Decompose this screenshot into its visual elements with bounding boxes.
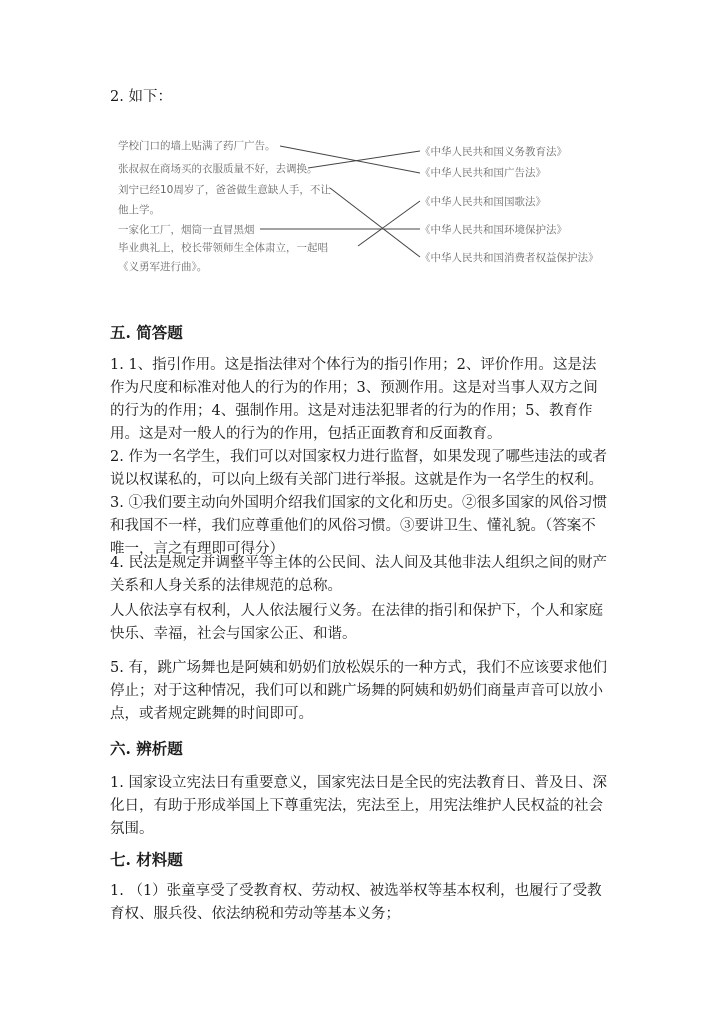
section-5-title: 五. 简答题 [110, 323, 183, 342]
section-5-answer-4-extra: 人人依法享有权利，人人依法履行义务。在法律的指引和保护下，个人和家庭快乐、幸福，社会与国家公正、和谐。 [110, 603, 603, 642]
left-item-3-cont: 他上学。 [118, 204, 160, 216]
section-6-answer-1: 1. 国家设立宪法日有重要意义，国家宪法日是全民的宪法教育日、普及日、深化日，有助于形成举国上下尊重宪法，宪法至上，用宪法维护人民权益的社会氛围。 [110, 775, 607, 837]
section-7-title: 七. 材料题 [110, 850, 183, 869]
match-line-3 [330, 188, 420, 257]
matching-diagram [110, 130, 620, 280]
left-item-3: 刘宁已经10周岁了，爸爸做生意缺人手，不让 [118, 184, 331, 196]
question-2-label: 2. 如下： [110, 89, 172, 105]
section-7-answer-1: 1. （1）张童享受了受教育权、劳动权、被选举权等基本权利，也履行了受教育权、服兵役、依法纳税和劳动等基本义务； [110, 883, 602, 922]
section-5-answer-3: 3. ①我们要主动向外国明介绍我们国家的文化和历史。②很多国家的风俗习惯和我国不一样，我们应尊重他们的风俗习惯。③要讲卫生、懂礼貌。（答案不唯一，言之有理即可得分） [110, 495, 607, 557]
right-item-5: 《中华人民共和国消费者权益保护法》 [420, 252, 599, 264]
section-5-answer-1: 1. 1、指引作用。这是指法律对个体行为的指引作用；2、评价作用。这是法作为尺度和标准对他人的行为的作用；3、预测作用。这是对当事人双方之间的行为的作用；4、强制作用。这是对违法犯罪者的行为的作用；5、教育作用。这是对一般人的行为的作用，包括正面教育和反面教育。 [110, 357, 598, 442]
left-item-4: 一家化工厂，烟筒一直冒黑烟 [118, 224, 255, 236]
right-item-3: 《中华人民共和国国歌法》 [420, 196, 546, 208]
left-item-2: 张叔叔在商场买的衣服质量不好，去调换。 [118, 163, 318, 175]
section-5-answer-4: 4. 民法是规定并调整平等主体的公民间、法人间及其他非法人组织之间的财产关系和人身关系的法律规范的总称。 [110, 555, 607, 594]
section-5-answer-5: 5. 有，跳广场舞也是阿姨和奶奶们放松娱乐的一种方式，我们不应该要求他们停止；对于这种情况，我们可以和跳广场舞的阿姨和奶奶们商量声音可以放小点，或者规定跳舞的时间即可。 [110, 660, 607, 722]
left-item-5-cont: 《义勇军进行曲》。 [118, 261, 208, 273]
left-item-1: 学校门口的墙上贴满了药厂广告。 [118, 140, 276, 152]
section-6-title: 六. 辨析题 [110, 739, 183, 758]
match-line-5 [358, 201, 420, 246]
match-line-1 [280, 146, 420, 173]
right-item-2: 《中华人民共和国广告法》 [420, 167, 546, 179]
match-line-2 [308, 151, 420, 168]
left-item-5: 毕业典礼上，校长带领师生全体肃立，一起唱 [118, 242, 328, 254]
right-item-1: 《中华人民共和国义务教育法》 [420, 146, 567, 158]
section-5-answer-2: 2. 作为一名学生，我们可以对国家权力进行监督，如果发现了哪些违法的或者说以权谋私的，可以向上级有关部门进行举报。这就是作为一名学生的权利。 [110, 449, 607, 488]
matching-lines [110, 130, 620, 280]
right-item-4: 《中华人民共和国环境保护法》 [420, 224, 567, 236]
